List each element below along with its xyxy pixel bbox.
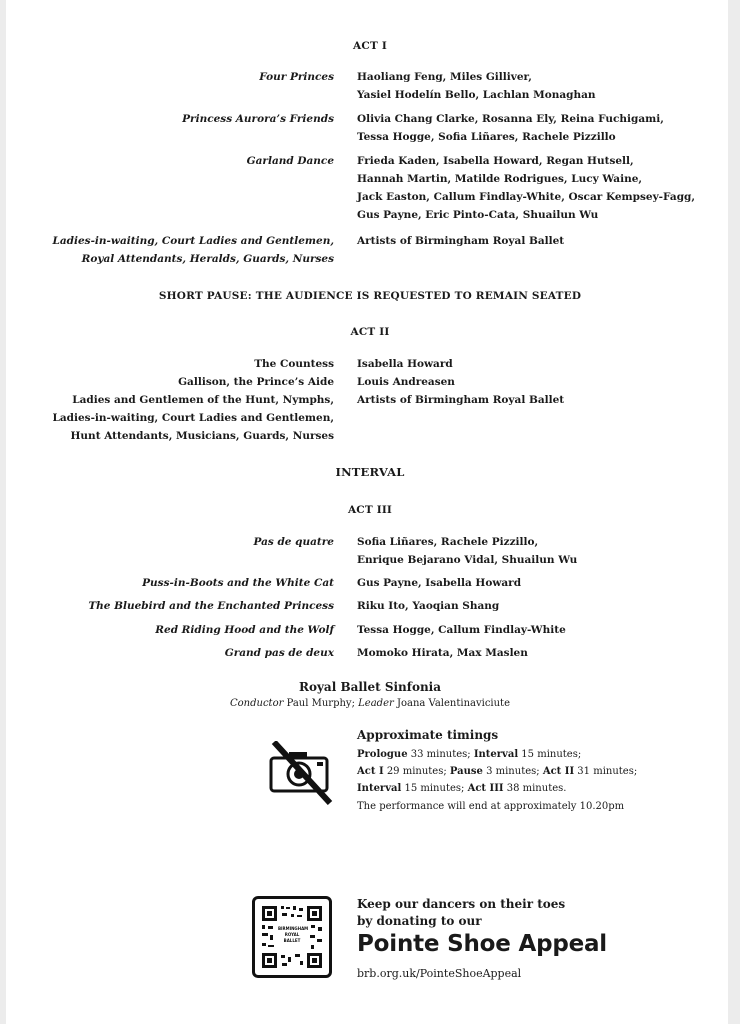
interval-heading: INTERVAL xyxy=(335,465,405,479)
timings-line-2: Act I 29 minutes; Pause 3 minutes; Act II 31 minutes; xyxy=(357,766,638,777)
conductor-name: Paul Murphy; xyxy=(286,698,355,709)
appeal-line-2: by donating to our xyxy=(357,914,482,928)
role-grand-pas-de-deux: Grand pas de deux xyxy=(224,647,334,659)
appeal-url[interactable]: brb.org.uk/PointeShoeAppeal xyxy=(357,967,522,980)
cast-line: Artists of Birmingham Royal Ballet xyxy=(357,394,565,406)
qr-brand-line-1: BIRMINGHAM xyxy=(278,926,309,931)
qr-brand-line-2: ROYAL BALLET xyxy=(283,932,301,943)
leader-label: Leader xyxy=(358,698,394,709)
role-garland-dance: Garland Dance xyxy=(246,155,334,167)
cast-line: Artists of Birmingham Royal Ballet xyxy=(357,235,565,247)
timings-line-3: Interval 15 minutes; Act III 38 minutes. xyxy=(357,783,567,794)
role-red-riding-hood: Red Riding Hood and the Wolf xyxy=(155,624,334,636)
act-2-heading: ACT II xyxy=(350,326,390,338)
role-pas-de-quatre: Pas de quatre xyxy=(253,536,334,548)
cast-line: Olivia Chang Clarke, Rosanna Ely, Reina Fuchigami, xyxy=(357,113,664,125)
role-countess: The Countess xyxy=(254,358,334,370)
role-hunt-line-2: Ladies-in-waiting, Court Ladies and Gentlemen, xyxy=(52,412,334,424)
cast-line: Sofia Liñares, Rachele Pizzillo, xyxy=(357,536,539,548)
role-puss-in-boots: Puss-in-Boots and the White Cat xyxy=(142,577,334,589)
role-bluebird: The Bluebird and the Enchanted Princess xyxy=(88,600,334,612)
short-pause-note: SHORT PAUSE: THE AUDIENCE IS REQUESTED TO REMAIN SEATED xyxy=(158,290,582,302)
orchestra-name: Royal Ballet Sinfonia xyxy=(298,680,442,694)
cast-line: Yasiel Hodelín Bello, Lachlan Monaghan xyxy=(357,89,596,101)
cast-line: Hannah Martin, Matilde Rodrigues, Lucy Waine, xyxy=(357,173,643,185)
qr-code-icon[interactable] xyxy=(252,896,332,978)
cast-line: Gus Payne, Isabella Howard xyxy=(357,577,522,589)
leader-name: Joana Valentinaviciute xyxy=(396,698,510,709)
orchestra-credits xyxy=(0,698,740,709)
cast-line: Enrique Bejarano Vidal, Shuailun Wu xyxy=(357,554,578,566)
role-hunt-line-1: Ladies and Gentlemen of the Hunt, Nymphs, xyxy=(72,394,334,406)
act-3-heading: ACT III xyxy=(347,504,393,516)
performance-end-note: The performance will end at approximately 10.20pm xyxy=(357,801,625,812)
cast-line: Frieda Kaden, Isabella Howard, Regan Hutsell, xyxy=(357,155,634,167)
cast-line: Tessa Hogge, Sofia Liñares, Rachele Pizzillo xyxy=(357,131,616,143)
appeal-title: Pointe Shoe Appeal xyxy=(357,931,607,957)
timings-title: Approximate timings xyxy=(357,728,499,742)
conductor-label: Conductor xyxy=(230,698,284,709)
cast-line: Jack Easton, Callum Findlay-White, Oscar Kempsey-Fagg, xyxy=(357,191,696,203)
role-hunt-line-3: Hunt Attendants, Musicians, Guards, Nurses xyxy=(70,430,334,442)
no-photography-icon xyxy=(268,741,338,809)
timings-line-1: Prologue 33 minutes; Interval 15 minutes; xyxy=(357,749,582,760)
cast-line: Louis Andreasen xyxy=(357,376,455,388)
cast-line: Riku Ito, Yaoqian Shang xyxy=(357,600,500,612)
cast-line: Tessa Hogge, Callum Findlay-White xyxy=(357,624,566,636)
role-gallison: Gallison, the Prince’s Aide xyxy=(178,376,334,388)
role-four-princes: Four Princes xyxy=(259,71,334,83)
role-aurora-friends: Princess Aurora’s Friends xyxy=(182,113,334,125)
act-1-heading: ACT I xyxy=(353,40,387,52)
appeal-line-1: Keep our dancers on their toes xyxy=(357,897,566,911)
role-ensemble-line-1: Ladies-in-waiting, Court Ladies and Gentlemen, xyxy=(52,235,334,247)
cast-line: Momoko Hirata, Max Maslen xyxy=(357,647,528,659)
cast-line: Isabella Howard xyxy=(357,358,453,370)
role-ensemble-line-2: Royal Attendants, Heralds, Guards, Nurses xyxy=(81,253,334,265)
cast-line: Gus Payne, Eric Pinto-Cata, Shuailun Wu xyxy=(357,209,599,221)
cast-line: Haoliang Feng, Miles Gilliver, xyxy=(357,71,532,83)
